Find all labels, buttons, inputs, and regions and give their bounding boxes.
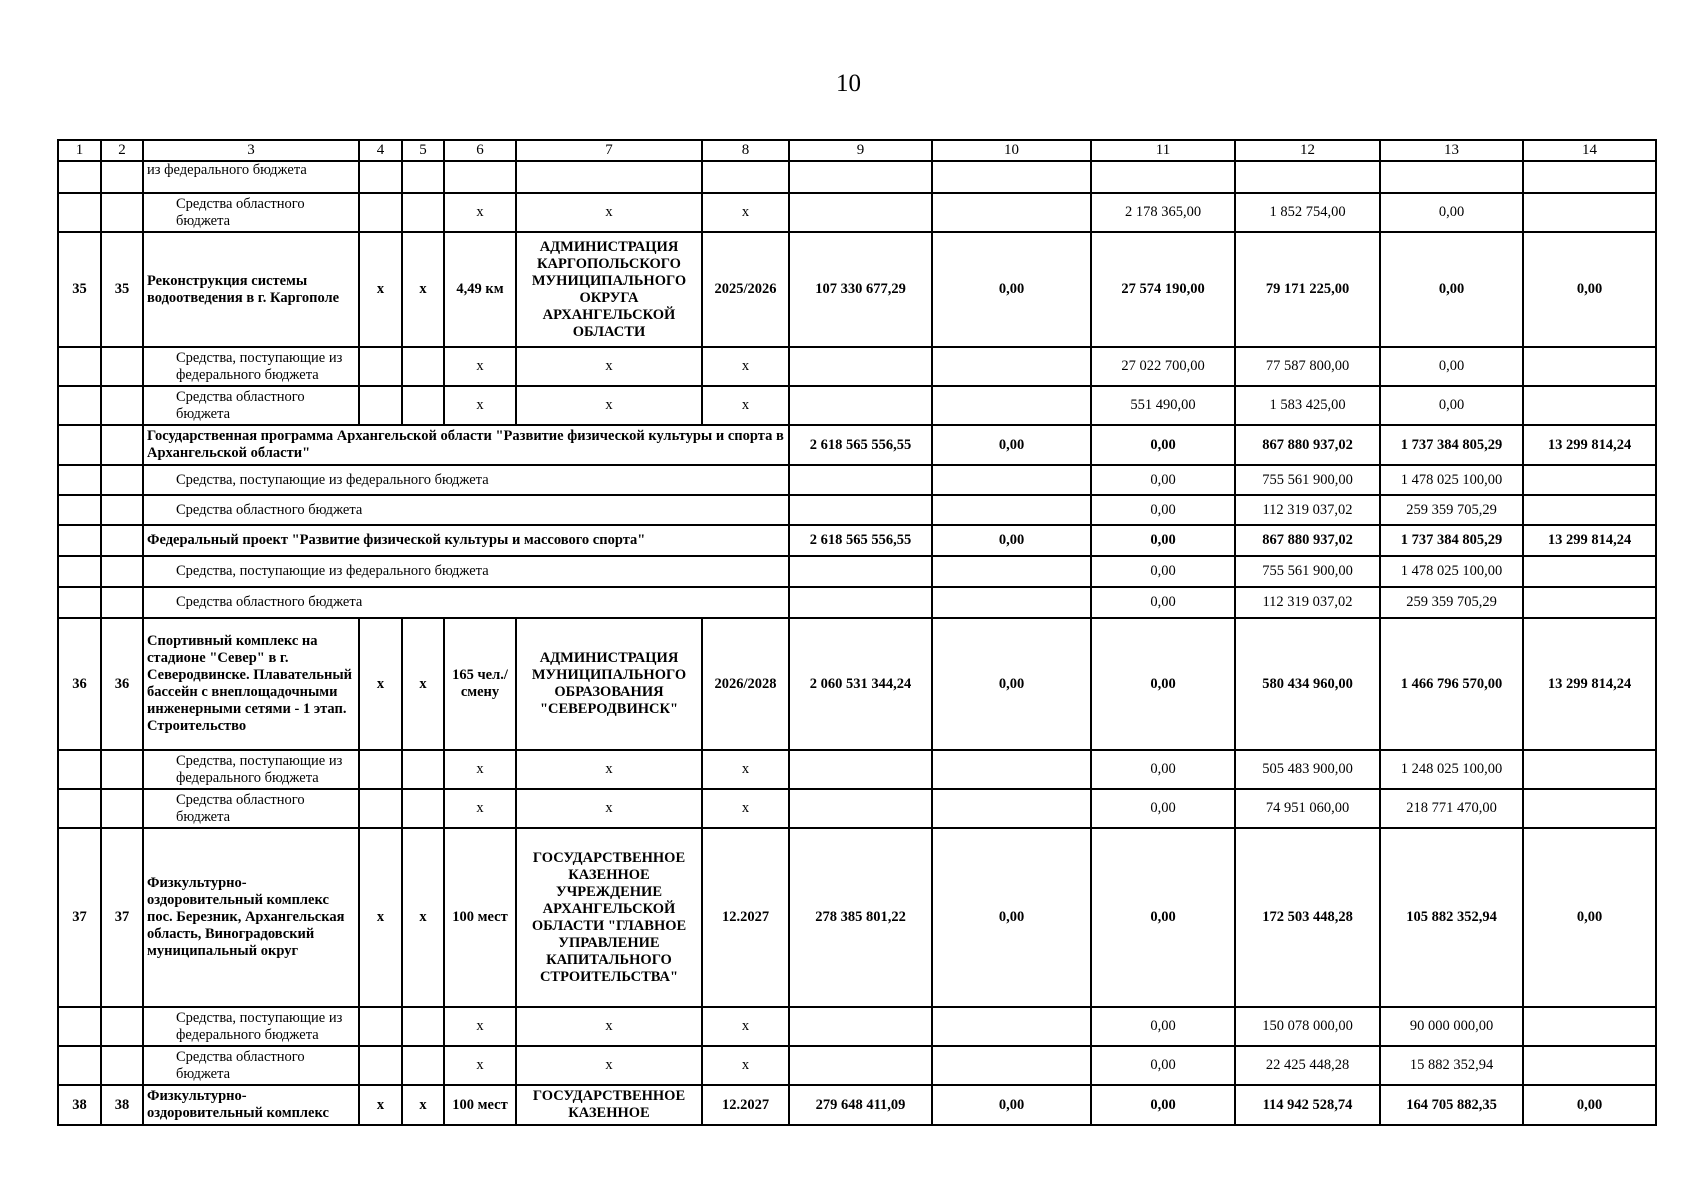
cell: х [444,386,516,425]
cell: 278 385 801,22 [789,828,932,1007]
cell [402,789,444,828]
cell: 0,00 [1091,556,1235,587]
cell: 0,00 [1091,750,1235,789]
cell [1523,495,1656,525]
row-name: из федерального бюджета [143,161,359,193]
cell [1523,193,1656,232]
cell: 867 880 937,02 [1235,525,1380,556]
cell [1523,1046,1656,1085]
cell: 1 737 384 805,29 [1380,425,1523,465]
cell: 1 478 025 100,00 [1380,465,1523,495]
cell: х [402,618,444,750]
cell: 150 078 000,00 [1235,1007,1380,1046]
table-row [58,347,1656,386]
header-cell: 12 [1235,140,1380,161]
cell [359,789,402,828]
cell: 0,00 [1091,1046,1235,1085]
cell [932,193,1091,232]
cell [58,386,101,425]
cell: х [359,1085,402,1125]
cell: 38 [101,1085,143,1125]
cell: 74 951 060,00 [1235,789,1380,828]
cell: 0,00 [1091,525,1235,556]
cell [789,587,932,618]
cell: 2 618 565 556,55 [789,525,932,556]
row-name: Средства, поступающие из федерального бюджета [143,465,789,495]
cell [101,587,143,618]
cell: 0,00 [1091,828,1235,1007]
cell: 165 чел./смену [444,618,516,750]
cell [1523,750,1656,789]
cell: 112 319 037,02 [1235,587,1380,618]
cell [359,1007,402,1046]
cell [789,495,932,525]
cell [1523,161,1656,193]
cell: 12.2027 [702,1085,789,1125]
cell: ГОСУДАРСТВЕННОЕ КАЗЕННОЕ УЧРЕЖДЕНИЕ АРХАНГЕЛЬСКОЙ ОБЛАСТИ "ГЛАВНОЕ УПРАВЛЕНИЕ КАПИТАЛЬНОГО СТРОИТЕЛЬСТВА" [516,828,702,1007]
cell: 2 618 565 556,55 [789,425,932,465]
cell: х [402,1085,444,1125]
cell [101,750,143,789]
cell: 105 882 352,94 [1380,828,1523,1007]
cell [932,161,1091,193]
cell: 259 359 705,29 [1380,495,1523,525]
cell: 1 248 025 100,00 [1380,750,1523,789]
cell: 1 478 025 100,00 [1380,556,1523,587]
cell [58,587,101,618]
cell: 0,00 [1523,828,1656,1007]
cell: х [516,1007,702,1046]
cell: х [516,193,702,232]
header-cell: 9 [789,140,932,161]
row-name: Физкультурно-оздоровительный комплекс пос. Березник, Архангельская область, Виноградовский муниципальный округ [143,828,359,1007]
cell: 1 583 425,00 [1235,386,1380,425]
cell: 35 [101,232,143,347]
cell [1091,161,1235,193]
cell: 100 мест [444,828,516,1007]
cell [1523,587,1656,618]
cell [789,1007,932,1046]
cell: 0,00 [1091,495,1235,525]
cell: 0,00 [1380,347,1523,386]
header-cell: 10 [932,140,1091,161]
cell: 35 [58,232,101,347]
cell: 755 561 900,00 [1235,465,1380,495]
cell: 0,00 [932,525,1091,556]
cell: х [702,1007,789,1046]
header-cell: 6 [444,140,516,161]
cell [789,789,932,828]
cell [932,556,1091,587]
cell: 2 178 365,00 [1091,193,1235,232]
cell: 77 587 800,00 [1235,347,1380,386]
cell: 867 880 937,02 [1235,425,1380,465]
row-name: Средства областного бюджета [143,1046,359,1085]
table-row [58,232,1656,347]
table-row [58,828,1656,1007]
cell [58,525,101,556]
cell [58,161,101,193]
cell: АДМИНИСТРАЦИЯ КАРГОПОЛЬСКОГО МУНИЦИПАЛЬНОГО ОКРУГА АРХАНГЕЛЬСКОЙ ОБЛАСТИ [516,232,702,347]
cell [58,193,101,232]
header-cell: 3 [143,140,359,161]
cell: 164 705 882,35 [1380,1085,1523,1125]
cell [789,347,932,386]
header-cell: 11 [1091,140,1235,161]
cell: 505 483 900,00 [1235,750,1380,789]
cell: х [402,232,444,347]
cell: 15 882 352,94 [1380,1046,1523,1085]
table-row [58,161,1656,193]
cell [1523,556,1656,587]
table-row [58,618,1656,750]
cell: х [359,618,402,750]
row-name: Средства областного бюджета [143,193,359,232]
cell [402,1046,444,1085]
cell: х [702,386,789,425]
cell: 551 490,00 [1091,386,1235,425]
cell [932,587,1091,618]
cell: 90 000 000,00 [1380,1007,1523,1046]
row-name: Средства областного бюджета [143,789,359,828]
cell: 0,00 [1091,1007,1235,1046]
cell [702,161,789,193]
cell [58,1046,101,1085]
cell [402,386,444,425]
cell [932,750,1091,789]
cell [789,750,932,789]
cell [516,161,702,193]
cell [101,465,143,495]
cell [932,789,1091,828]
cell [1523,347,1656,386]
cell: 107 330 677,29 [789,232,932,347]
cell [444,161,516,193]
cell [359,347,402,386]
cell [932,495,1091,525]
cell: 1 737 384 805,29 [1380,525,1523,556]
header-cell: 2 [101,140,143,161]
cell [402,161,444,193]
table-row [58,1046,1656,1085]
row-name: Средства областного бюджета [143,386,359,425]
cell: 0,00 [1523,232,1656,347]
cell [58,789,101,828]
cell: х [702,193,789,232]
cell: х [402,828,444,1007]
cell: 755 561 900,00 [1235,556,1380,587]
cell: 172 503 448,28 [1235,828,1380,1007]
cell: 0,00 [932,232,1091,347]
cell: 0,00 [1380,232,1523,347]
cell [359,750,402,789]
table-row [58,1085,1656,1125]
cell: х [444,193,516,232]
cell [101,1007,143,1046]
cell: х [359,232,402,347]
row-name: Средства, поступающие из федерального бюджета [143,1007,359,1046]
table-row [58,386,1656,425]
cell: х [516,347,702,386]
table-row [58,525,1656,556]
cell: 0,00 [1091,789,1235,828]
cell [359,193,402,232]
page-number: 10 [836,70,861,97]
cell: АДМИНИСТРАЦИЯ МУНИЦИПАЛЬНОГО ОБРАЗОВАНИЯ "СЕВЕРОДВИНСК" [516,618,702,750]
cell [101,556,143,587]
table-row [58,556,1656,587]
row-name: Реконструкция системы водоотведения в г. Каргополе [143,232,359,347]
project-title: Федеральный проект "Развитие физической культуры и массового спорта" [143,525,789,556]
cell: 0,00 [1091,1085,1235,1125]
cell [1523,1007,1656,1046]
cell: 36 [58,618,101,750]
header-cell: 13 [1380,140,1523,161]
cell [58,1007,101,1046]
cell: 0,00 [932,828,1091,1007]
cell: 2025/2026 [702,232,789,347]
cell: х [516,1046,702,1085]
row-name: Средства областного бюджета [143,495,789,525]
row-name: Средства областного бюджета [143,587,789,618]
cell: х [702,750,789,789]
table-row [58,789,1656,828]
cell [932,386,1091,425]
cell: х [516,750,702,789]
cell: х [444,347,516,386]
cell: 0,00 [1380,193,1523,232]
cell [1380,161,1523,193]
row-name: Средства, поступающие из федерального бюджета [143,347,359,386]
cell: 1 852 754,00 [1235,193,1380,232]
cell [101,525,143,556]
cell [101,193,143,232]
cell: 27 574 190,00 [1091,232,1235,347]
cell [789,1046,932,1085]
cell: х [702,789,789,828]
cell: 13 299 814,24 [1523,425,1656,465]
cell: х [702,347,789,386]
cell: 13 299 814,24 [1523,525,1656,556]
cell: х [444,789,516,828]
cell: 13 299 814,24 [1523,618,1656,750]
cell [1523,789,1656,828]
header-cell: 7 [516,140,702,161]
cell: 0,00 [1380,386,1523,425]
cell: 37 [101,828,143,1007]
header-cell: 4 [359,140,402,161]
cell [58,465,101,495]
cell: 4,49 км [444,232,516,347]
cell: х [444,1046,516,1085]
cell: 0,00 [1091,618,1235,750]
header-cell: 1 [58,140,101,161]
header-cell: 14 [1523,140,1656,161]
table-row [58,587,1656,618]
table-row [58,465,1656,495]
cell: 1 466 796 570,00 [1380,618,1523,750]
cell [58,495,101,525]
cell [789,161,932,193]
cell: 2 060 531 344,24 [789,618,932,750]
header-cell: 5 [402,140,444,161]
cell [101,386,143,425]
cell [402,193,444,232]
cell [1523,386,1656,425]
cell: 0,00 [932,1085,1091,1125]
cell [101,161,143,193]
cell: ГОСУДАРСТВЕННОЕ КАЗЕННОЕ [516,1085,702,1125]
cell: 580 434 960,00 [1235,618,1380,750]
cell [932,1046,1091,1085]
cell: 100 мест [444,1085,516,1125]
cell: 36 [101,618,143,750]
cell [1235,161,1380,193]
cell: х [359,828,402,1007]
table-row [58,495,1656,525]
cell [58,425,101,465]
cell: 79 171 225,00 [1235,232,1380,347]
cell: х [444,1007,516,1046]
cell [58,556,101,587]
cell [932,465,1091,495]
table-row [58,425,1656,465]
cell: 27 022 700,00 [1091,347,1235,386]
cell: 0,00 [932,618,1091,750]
program-title: Государственная программа Архангельской области "Развитие физической культуры и спорта в Архангельской области" [143,425,789,465]
cell [932,347,1091,386]
cell [789,465,932,495]
row-name: Физкультурно-оздоровительный комплекс [143,1085,359,1125]
cell [402,347,444,386]
cell: 37 [58,828,101,1007]
cell [359,161,402,193]
column-number-row [58,140,1656,161]
cell [789,386,932,425]
table-row [58,193,1656,232]
table-row [58,750,1656,789]
cell: 0,00 [1091,587,1235,618]
cell: 2026/2028 [702,618,789,750]
cell [101,425,143,465]
cell [101,495,143,525]
cell: х [702,1046,789,1085]
cell: 279 648 411,09 [789,1085,932,1125]
cell [789,556,932,587]
cell [58,750,101,789]
cell: 0,00 [1523,1085,1656,1125]
header-cell: 8 [702,140,789,161]
cell: 0,00 [932,425,1091,465]
cell [789,193,932,232]
budget-table [57,139,1657,1126]
row-name: Средства, поступающие из федерального бюджета [143,750,359,789]
cell [101,789,143,828]
cell [932,1007,1091,1046]
row-name: Спортивный комплекс на стадионе "Север" в г. Северодвинске. Плавательный бассейн с внеплощадочными инженерными сетями - 1 этап. Строительство [143,618,359,750]
cell [101,347,143,386]
cell: х [516,386,702,425]
row-name: Средства, поступающие из федерального бюджета [143,556,789,587]
cell [359,386,402,425]
cell [402,750,444,789]
cell: 0,00 [1091,425,1235,465]
cell: 112 319 037,02 [1235,495,1380,525]
cell: 12.2027 [702,828,789,1007]
cell: 259 359 705,29 [1380,587,1523,618]
cell: 38 [58,1085,101,1125]
cell: х [444,750,516,789]
cell [1523,465,1656,495]
cell [58,347,101,386]
table-row [58,1007,1656,1046]
cell: х [516,789,702,828]
cell: 22 425 448,28 [1235,1046,1380,1085]
cell: 218 771 470,00 [1380,789,1523,828]
cell: 0,00 [1091,465,1235,495]
cell: 114 942 528,74 [1235,1085,1380,1125]
cell [359,1046,402,1085]
cell [101,1046,143,1085]
cell [402,1007,444,1046]
